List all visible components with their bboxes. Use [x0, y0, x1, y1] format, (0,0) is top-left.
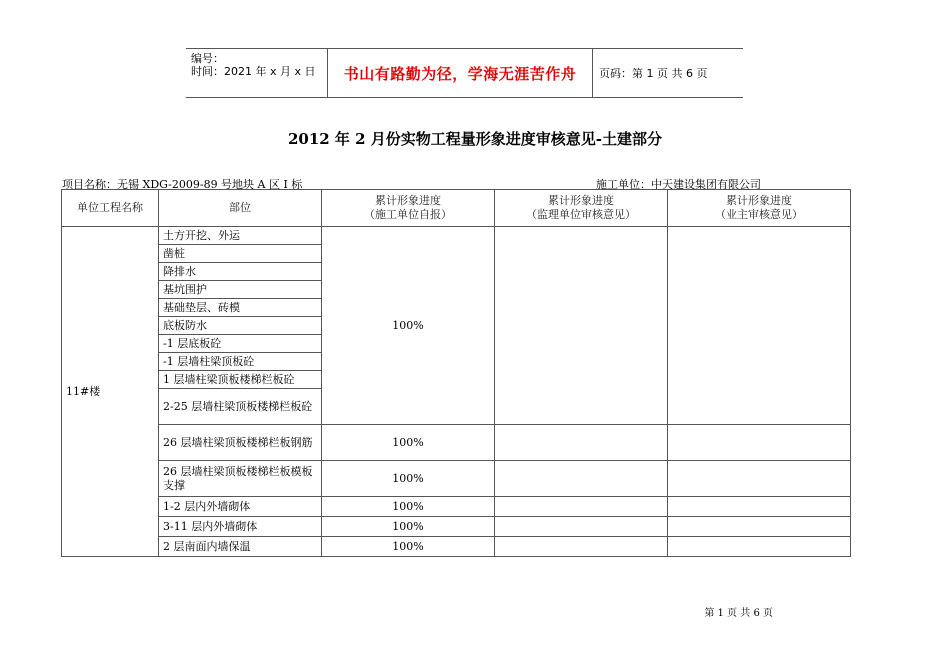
supervisor-cell	[495, 227, 668, 425]
supervisor-cell	[495, 461, 668, 497]
slogan: 书山有路勤为径，学海无涯苦作舟	[328, 49, 593, 97]
owner-cell	[668, 425, 851, 461]
table-row	[62, 517, 851, 537]
owner-cell	[668, 497, 851, 517]
self-report-cell: 100%	[322, 537, 495, 557]
part-cell: 1 层墙柱梁顶板楼梯栏板砼	[159, 371, 322, 389]
header-box	[186, 48, 743, 98]
table-header-row	[62, 190, 851, 227]
part-cell: 降排水	[159, 263, 322, 281]
header-left-cell	[186, 49, 328, 97]
self-report-cell: 100%	[322, 425, 495, 461]
time-label: 时间：2021 年 x 月 x 日	[191, 65, 316, 78]
document-title: 2012 年 2 月份实物工程量形象进度审核意见-土建部分	[287, 130, 663, 148]
self-report-cell: 100%	[322, 517, 495, 537]
part-cell: 26 层墙柱梁顶板楼梯栏板模板支撑	[159, 461, 322, 497]
part-cell: 2 层南面内墙保温	[159, 537, 322, 557]
part-cell: 3-11 层内外墙砌体	[159, 517, 322, 537]
part-cell: 26 层墙柱梁顶板楼梯栏板钢筋	[159, 425, 322, 461]
owner-cell	[668, 517, 851, 537]
progress-table	[61, 189, 851, 557]
owner-cell	[668, 537, 851, 557]
contractor-name: 施工单位：中天建设集团有限公司	[596, 178, 761, 191]
self-report-cell: 100%	[322, 461, 495, 497]
table-row	[62, 497, 851, 517]
supervisor-cell	[495, 425, 668, 461]
table-row	[62, 425, 851, 461]
header-owner: 累计形象进度 （业主审核意见）	[668, 190, 851, 227]
part-cell: 土方开挖、外运	[159, 227, 322, 245]
supervisor-cell	[495, 537, 668, 557]
page-footer: 第 1 页 共 6 页	[704, 608, 773, 619]
header-part: 部位	[159, 190, 322, 227]
table-row	[62, 537, 851, 557]
supervisor-cell	[495, 497, 668, 517]
self-report-merged-cell: 100%	[322, 227, 495, 425]
unit-name-cell: 11#楼	[62, 227, 159, 557]
part-cell: 底板防水	[159, 317, 322, 335]
table-row	[62, 227, 851, 245]
header-unit-name: 单位工程名称	[62, 190, 159, 227]
part-cell: 1-2 层内外墙砌体	[159, 497, 322, 517]
part-cell: 凿桩	[159, 245, 322, 263]
owner-cell	[668, 227, 851, 425]
part-cell: -1 层墙柱梁顶板砼	[159, 353, 322, 371]
project-name: 项目名称：无锡 XDG-2009-89 号地块 A 区 I 标	[62, 178, 303, 191]
part-cell: 基础垫层、砖模	[159, 299, 322, 317]
table-row	[62, 461, 851, 497]
part-cell: 基坑围护	[159, 281, 322, 299]
owner-cell	[668, 461, 851, 497]
part-cell: 2-25 层墙柱梁顶板楼梯栏板砼	[159, 389, 322, 425]
code-label: 编号：	[191, 52, 224, 65]
header-self-report: 累计形象进度 （施工单位自报）	[322, 190, 495, 227]
supervisor-cell	[495, 517, 668, 537]
part-cell: -1 层底板砼	[159, 335, 322, 353]
header-supervisor: 累计形象进度 （监理单位审核意见）	[495, 190, 668, 227]
page-code: 页码：第 1 页 共 6 页	[599, 67, 708, 80]
self-report-cell: 100%	[322, 497, 495, 517]
